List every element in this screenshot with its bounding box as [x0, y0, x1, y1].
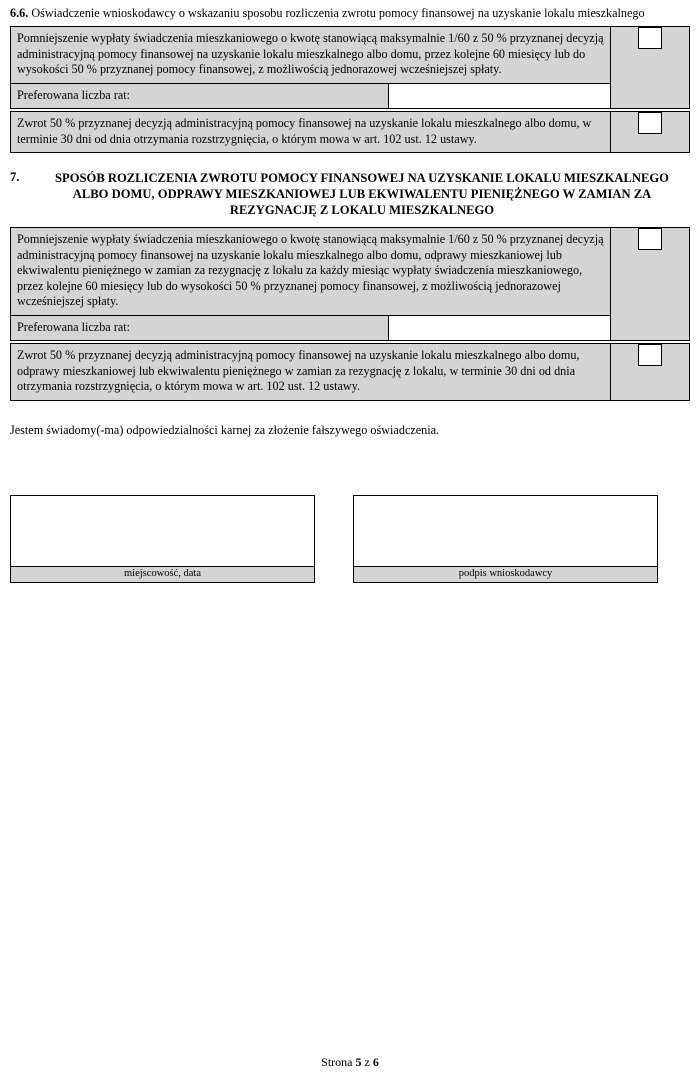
footer-total-pages: 6 — [372, 1055, 379, 1069]
section-7-option-1-checkbox-cell[interactable] — [611, 228, 690, 341]
option-1-text-cell — [11, 27, 611, 83]
place-date-block — [10, 495, 315, 584]
page-footer — [0, 1055, 700, 1070]
criminal-liability-statement: Jestem świadomy(-ma) odpowiedzialności karnej za złożenie fałszywego oświadczenia. — [10, 422, 440, 437]
rat-label-6-6: Preferowana liczba rat: — [11, 84, 388, 108]
section-7-heading — [10, 170, 690, 218]
section-7-option-2-checkbox-cell[interactable] — [611, 344, 690, 400]
option-2-text-cell — [11, 112, 611, 153]
applicant-signature-block — [353, 495, 658, 584]
option-1-rat-cell — [11, 83, 611, 108]
signature-area — [10, 495, 690, 584]
section-7-option-1-text-cell — [11, 228, 611, 315]
place-date-caption: miejscowość, data — [10, 566, 315, 584]
table-row — [11, 344, 690, 400]
table-row — [11, 228, 690, 315]
footer-middle: z — [361, 1055, 373, 1069]
section-7-option-2-text: Zwrot 50 % przyznanej decyzją administracyjną pomocy finansowej na uzyskanie lokalu mieszkalnego albo domu, odprawy mieszkaniowej lub ekwiwalentu pieniężnego w zamian za rezygnację z lokalu, w terminie 30 dni od dnia otrzymania rozstrzygnięcia, o którym mowa w art. 102 ust. 12 ustawy. — [11, 344, 610, 399]
table-row — [11, 112, 690, 153]
checkbox-7-option-1[interactable] — [638, 228, 662, 250]
section-7-options-table — [10, 227, 690, 341]
section-7-option-2-text-cell — [11, 344, 611, 400]
table-row — [11, 27, 690, 83]
checkbox-6-6-option-2[interactable] — [638, 112, 662, 134]
checkbox-6-6-option-1[interactable] — [638, 27, 662, 49]
section-6-6-options-table — [10, 26, 690, 109]
footer-prefix: Strona — [321, 1055, 356, 1069]
section-7-option-1-text: Pomniejszenie wypłaty świadczenia mieszkaniowego o kwotę stanowiącą maksymalnie 1/60 z 50 % przyznanej decyzją administracyjną pomocy finansowej na uzyskanie lokalu mieszkalnego albo domu, odprawy mieszkaniowej lub ekwiwalentu pieniężnego w zamian za rezygnację z lokalu za każdy miesiąc wypłaty świadczenia mieszkaniowego, przez kolejne 60 miesięcy lub do wysokości 50 % przyznanej pomocy finansowej, z możliwością jednorazowej wcześniejszej spłaty. — [11, 228, 610, 314]
table-row — [11, 83, 690, 108]
rat-label-7: Preferowana liczba rat: — [11, 316, 388, 340]
option-2-checkbox-cell[interactable] — [611, 112, 690, 153]
table-row — [11, 315, 690, 340]
section-6-6-title: Oświadczenie wnioskodawcy o wskazaniu sposobu rozliczenia zwrotu pomocy finansowej na uzyskanie lokalu mieszkalnego — [31, 6, 645, 20]
section-7-number: 7. — [10, 170, 20, 185]
checkbox-7-option-2[interactable] — [638, 344, 662, 366]
section-6-6-option-2-table — [10, 111, 690, 153]
option-2-text: Zwrot 50 % przyznanej decyzją administracyjną pomocy finansowej na uzyskanie lokalu mieszkalnego albo domu, w terminie 30 dni od dnia otrzymania rozstrzygnięcia, o którym mowa w art. 102 ust. 12 ustawy. — [11, 112, 610, 152]
section-7-option-2-table — [10, 343, 690, 400]
rat-value-6-6[interactable] — [389, 84, 610, 107]
footer-current-page: 5 — [355, 1055, 362, 1069]
section-7-title: SPOSÓB ROZLICZENIA ZWROTU POMOCY FINANSOWEJ NA UZYSKANIE LOKALU MIESZKALNEGO ALBO DOMU, ODPRAWY MIESZKANIOWEJ LUB EKWIWALENTU PIENIĘŻNEGO W ZAMIAN ZA REZYGNACJĘ Z LOKALU MIESZKALNEGO — [55, 171, 669, 218]
option-1-checkbox-cell[interactable] — [611, 27, 690, 109]
option-1-text: Pomniejszenie wypłaty świadczenia mieszkaniowego o kwotę stanowiącą maksymalnie 1/60 z 50 % przyznanej decyzją administracyjną pomocy finansowej na uzyskanie lokalu mieszkalnego albo domu, przez kolejne 60 miesięcy lub do wysokości 50 % przyznanej pomocy finansowej, z możliwością jednorazowej wcześniejszej spłaty. — [11, 27, 610, 82]
document-page — [0, 6, 700, 1084]
place-date-input[interactable] — [10, 495, 315, 566]
applicant-signature-input[interactable] — [353, 495, 658, 566]
rat-value-7[interactable] — [389, 316, 610, 339]
section-7-rat-cell — [11, 315, 611, 340]
section-6-6-heading — [10, 6, 690, 21]
section-6-6-number: 6.6. — [10, 6, 29, 20]
applicant-signature-caption: podpis wnioskodawcy — [353, 566, 658, 584]
